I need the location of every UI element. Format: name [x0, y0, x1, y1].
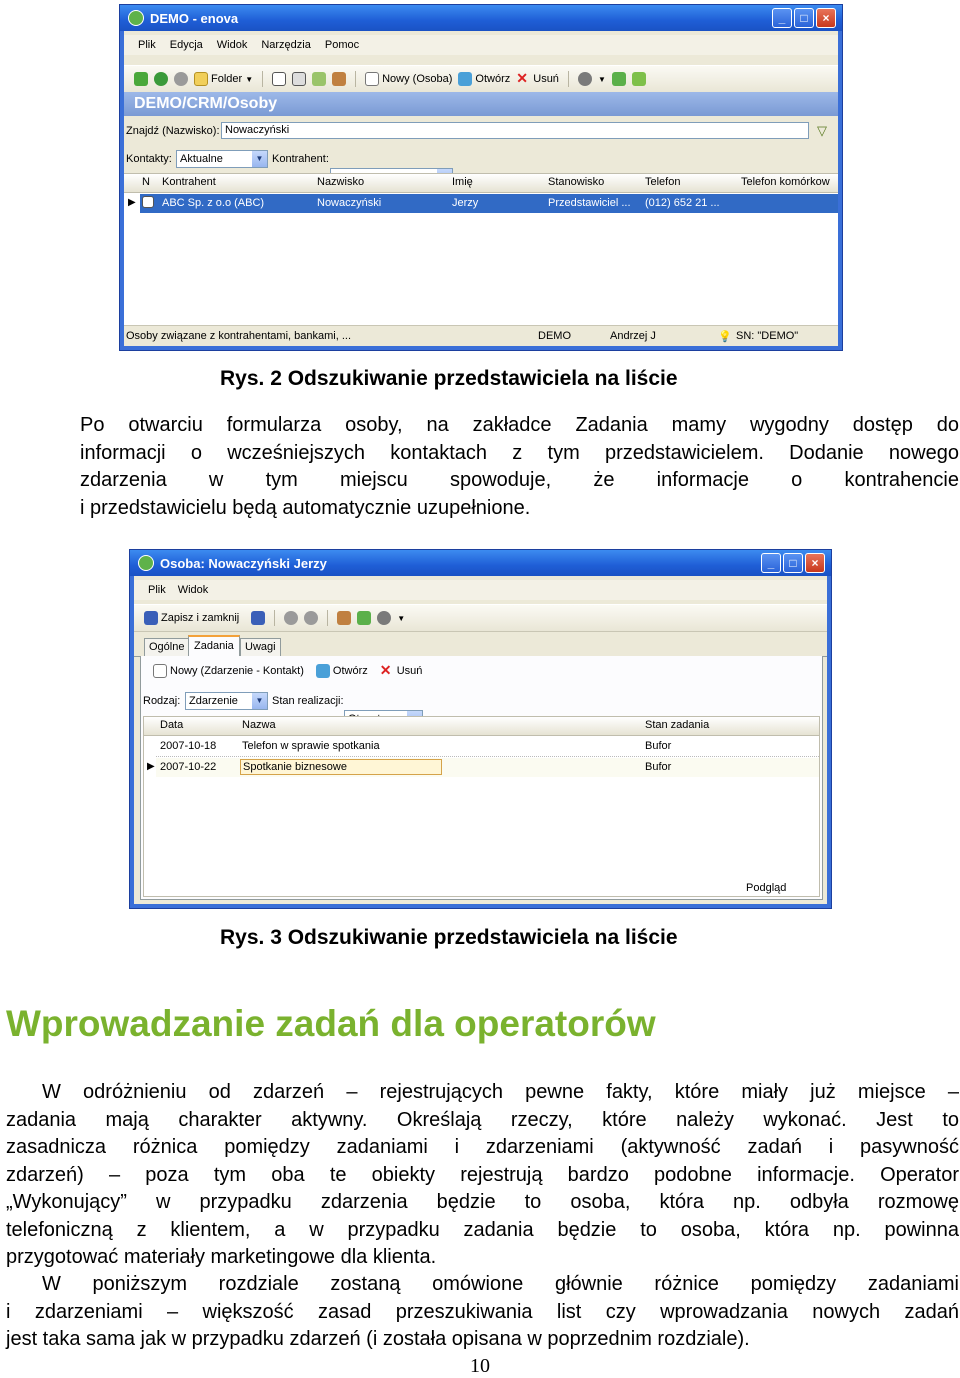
breadcrumb-bar	[124, 92, 838, 116]
refresh-icon[interactable]	[612, 72, 626, 86]
chevron-down-icon: ▼	[245, 74, 254, 84]
new-zdarzenie-label: Nowy (Zdarzenie - Kontakt)	[170, 665, 304, 677]
cell-nazwisko: Nowaczyński	[317, 197, 382, 209]
col-telefon[interactable]: Telefon	[645, 176, 681, 188]
new-osoba-button[interactable]	[365, 72, 452, 86]
new-document-icon	[153, 664, 167, 678]
status-text: Osoby związane z kontrahentami, bankami, ...	[126, 330, 351, 342]
menu-narzedzia[interactable]: Narzędzia	[261, 39, 311, 51]
tab-ogolne-label: Ogólne	[149, 641, 185, 653]
enova-main-window	[119, 4, 843, 351]
open-icon	[316, 664, 330, 678]
open-button[interactable]	[316, 664, 368, 678]
text-line: Po otwarciu formularza osoby, na zakładce Zadania mamy wygodny dostęp do	[80, 414, 959, 436]
open-label: Otwórz	[332, 665, 368, 677]
cell-telefon: (012) 652 21 ...	[645, 197, 720, 209]
table-row[interactable]	[140, 194, 838, 213]
cell-imie: Jerzy	[452, 197, 479, 209]
menu-plik[interactable]: Plik	[148, 584, 166, 596]
cell-data: 2007-10-18	[160, 740, 217, 752]
kontrahent-label: Kontrahent:	[272, 153, 329, 165]
grid-header	[124, 174, 838, 193]
chevron-down-icon[interactable]: ▼	[252, 693, 267, 709]
open-button[interactable]	[458, 72, 510, 86]
paragraph-2	[6, 1079, 959, 1272]
text-line: zadania mają charakter aktywny. Określają rzeczy, które należy wykonać. Jest to	[6, 1108, 959, 1131]
cell-stanowisko: Przedstawiciel ...	[548, 197, 631, 209]
preview-button[interactable]: Podgląd	[746, 882, 787, 894]
cell-stan: Bufor	[645, 740, 672, 752]
folder-button[interactable]	[194, 72, 253, 86]
maximize-button[interactable]: □	[794, 8, 814, 28]
cell-kontrahent: ABC Sp. z o.o (ABC)	[162, 197, 265, 209]
cell-data: 2007-10-22	[160, 761, 217, 773]
col-telefon-komorkowy[interactable]: Telefon komórkow	[741, 176, 830, 188]
chevron-down-icon[interactable]: ▼	[252, 151, 267, 167]
database-icon	[516, 330, 530, 344]
tab-strip	[134, 636, 827, 657]
list-view-icon[interactable]	[272, 72, 286, 86]
search-label: Znajdź (Nazwisko):	[126, 125, 220, 137]
rodzaj-combo[interactable]	[185, 692, 268, 710]
refresh-icon[interactable]	[357, 611, 371, 625]
new-document-icon	[365, 72, 379, 86]
text-line: zdarzeń) – poza tym oba te obiekty rejestrują bardzo podobne informacje. Operator	[6, 1163, 959, 1186]
cell-nazwa: Spotkanie biznesowe	[240, 759, 442, 775]
text-line: i zdarzeniami – większość zasad przeszukiwania list czy wprowadzania nowych zadań	[6, 1300, 959, 1323]
tree-icon[interactable]	[312, 72, 326, 86]
col-imie[interactable]: Imię	[452, 176, 473, 188]
text-line: i przedstawicielu będą automatycznie uzupełnione.	[80, 496, 531, 519]
text-line: zdarzenia w tym miejscu spowoduje, że informacje o kontrahencie	[80, 469, 959, 491]
maximize-button[interactable]: □	[783, 553, 803, 573]
delete-x-icon: ✕	[516, 70, 528, 86]
tools-icon[interactable]	[332, 72, 346, 86]
window-title: Osoba: Nowaczyński Jerzy	[160, 555, 327, 571]
minimize-button[interactable]: _	[761, 553, 781, 573]
col-data[interactable]: Data	[160, 719, 184, 731]
green-folder-icon[interactable]	[632, 72, 646, 86]
close-button[interactable]: ×	[816, 8, 836, 28]
menu-bar	[134, 580, 827, 600]
app-icon	[138, 555, 154, 571]
text-line: telefoniczną z klientem, a w przypadku zadania będzie to osoba, która np. powinna	[6, 1218, 959, 1241]
up-arrow-icon[interactable]	[134, 72, 148, 86]
text-line: „Wykonujący” w przypadku zdarzenia będzie to osoba, która np. odbyła rozmowę	[6, 1191, 959, 1213]
grid-header	[144, 717, 819, 736]
delete-button[interactable]	[380, 664, 423, 678]
caption-rys-3: Rys. 3 Odszukiwanie przedstawiciela na liście	[220, 926, 678, 949]
save-icon	[144, 611, 158, 625]
search-input[interactable]: Nowaczyński	[221, 122, 809, 139]
paragraph-1	[80, 412, 959, 522]
stan-label: Stan realizacji:	[272, 695, 344, 707]
window-title: DEMO - enova	[150, 10, 239, 26]
text-line: przygotować materiały marketingowe dla klienta.	[6, 1246, 437, 1268]
kontakty-combo[interactable]	[176, 150, 268, 168]
breadcrumb: DEMO/CRM/Osoby	[134, 95, 278, 112]
window-title-bar	[130, 550, 831, 576]
text-line: jest taka sama jak w przypadku zdarzeń (i została opisana w poprzednim rozdziale).	[6, 1328, 750, 1350]
filter-funnel-icon[interactable]: ▽	[817, 123, 827, 138]
delete-label: Usuń	[396, 665, 423, 677]
delete-button[interactable]	[516, 72, 559, 86]
main-toolbar	[124, 65, 838, 93]
open-label: Otwórz	[475, 73, 511, 85]
folder-icon	[194, 72, 208, 86]
forward-icon[interactable]	[304, 611, 318, 625]
row-checkbox[interactable]	[142, 196, 154, 208]
calc-icon[interactable]	[292, 72, 306, 86]
rodzaj-label: Rodzaj:	[143, 695, 181, 707]
paragraph-3	[6, 1271, 959, 1354]
tasks-grid	[143, 716, 820, 897]
status-db: DEMO	[538, 330, 571, 342]
table-row[interactable]	[156, 737, 819, 757]
col-nazwa[interactable]: Nazwa	[242, 719, 276, 731]
cell-nazwa: Telefon w sprawie spotkania	[242, 740, 380, 752]
lightbulb-icon: 💡	[718, 331, 732, 343]
open-icon	[458, 72, 472, 86]
menu-edycja[interactable]: Edycja	[169, 39, 203, 51]
delete-x-icon: ✕	[379, 662, 392, 678]
menu-widok[interactable]: Widok	[216, 39, 248, 51]
status-user: Andrzej J	[610, 330, 656, 342]
menu-widok[interactable]: Widok	[177, 584, 209, 596]
folder-label: Folder	[211, 73, 243, 85]
col-stan-zadania[interactable]: Stan zadania	[645, 719, 710, 731]
tab-uwagi-label: Uwagi	[245, 641, 276, 653]
cell-stan: Bufor	[645, 761, 672, 773]
section-heading: Wprowadzanie zadań dla operatorów	[6, 1003, 656, 1044]
menu-pomoc[interactable]: Pomoc	[324, 39, 360, 51]
save-icon[interactable]	[251, 611, 265, 625]
col-kontrahent[interactable]: Kontrahent	[162, 176, 216, 188]
tab-uwagi[interactable]	[240, 638, 281, 656]
table-row[interactable]	[156, 758, 819, 777]
rodzaj-value: Zdarzenie	[189, 695, 238, 707]
text-line: W odróżnieniu od zdarzeń – rejestrujących pewne fakty, które miały już miejsce –	[42, 1081, 959, 1103]
caption-rys-2: Rys. 2 Odszukiwanie przedstawiciela na liście	[220, 367, 678, 390]
menu-plik[interactable]: Plik	[138, 39, 156, 51]
user-icon[interactable]	[578, 72, 592, 86]
save-close-button[interactable]	[144, 611, 239, 625]
forward-icon[interactable]	[174, 72, 188, 86]
tab-zadania[interactable]	[188, 635, 240, 658]
text-line: informacji o wcześniejszych kontaktach z tym przedstawicielem. Dodanie nowego	[80, 441, 959, 464]
status-sn: SN: "DEMO"	[736, 330, 799, 342]
row-pointer-icon: ▶	[147, 761, 155, 772]
chevron-down-icon[interactable]: ▼	[397, 613, 406, 623]
col-stanowisko[interactable]: Stanowisko	[548, 176, 605, 188]
save-close-label: Zapisz i zamknij	[161, 612, 240, 624]
page-number: 10	[470, 1355, 490, 1377]
row-pointer-icon: ▶	[128, 197, 136, 208]
new-zdarzenie-button[interactable]	[153, 664, 304, 678]
persons-grid	[124, 173, 838, 326]
text-line: zasadnicza różnica pomiędzy zadaniami i zdarzeniami (aktywność zadań i pasywność	[6, 1136, 959, 1158]
back-icon[interactable]	[154, 72, 168, 86]
status-bar	[124, 325, 838, 346]
task-toolbar	[153, 664, 422, 678]
form-toolbar	[134, 604, 827, 632]
tab-zadania-label: Zadania	[194, 640, 234, 652]
delete-label: Usuń	[533, 73, 559, 85]
back-icon[interactable]	[284, 611, 298, 625]
minimize-button[interactable]: _	[772, 8, 792, 28]
chevron-down-icon[interactable]: ▼	[597, 74, 606, 84]
app-icon	[128, 10, 144, 26]
kontakty-value: Aktualne	[180, 153, 223, 165]
window-title-bar	[120, 5, 842, 31]
tab-ogolne[interactable]	[144, 638, 189, 656]
close-button[interactable]: ×	[805, 553, 825, 573]
tools-icon[interactable]	[337, 611, 351, 625]
osoba-window	[129, 549, 832, 909]
menu-bar	[124, 35, 838, 55]
tab-content	[140, 656, 823, 900]
user-icon[interactable]	[377, 611, 391, 625]
new-osoba-label: Nowy (Osoba)	[382, 73, 453, 85]
col-n[interactable]: N	[142, 176, 150, 188]
text-line: W poniższym rozdziale zostaną omówione głównie różnice pomiędzy zadaniami	[42, 1273, 959, 1295]
col-nazwisko[interactable]: Nazwisko	[317, 176, 365, 188]
kontakty-label: Kontakty:	[126, 153, 172, 165]
